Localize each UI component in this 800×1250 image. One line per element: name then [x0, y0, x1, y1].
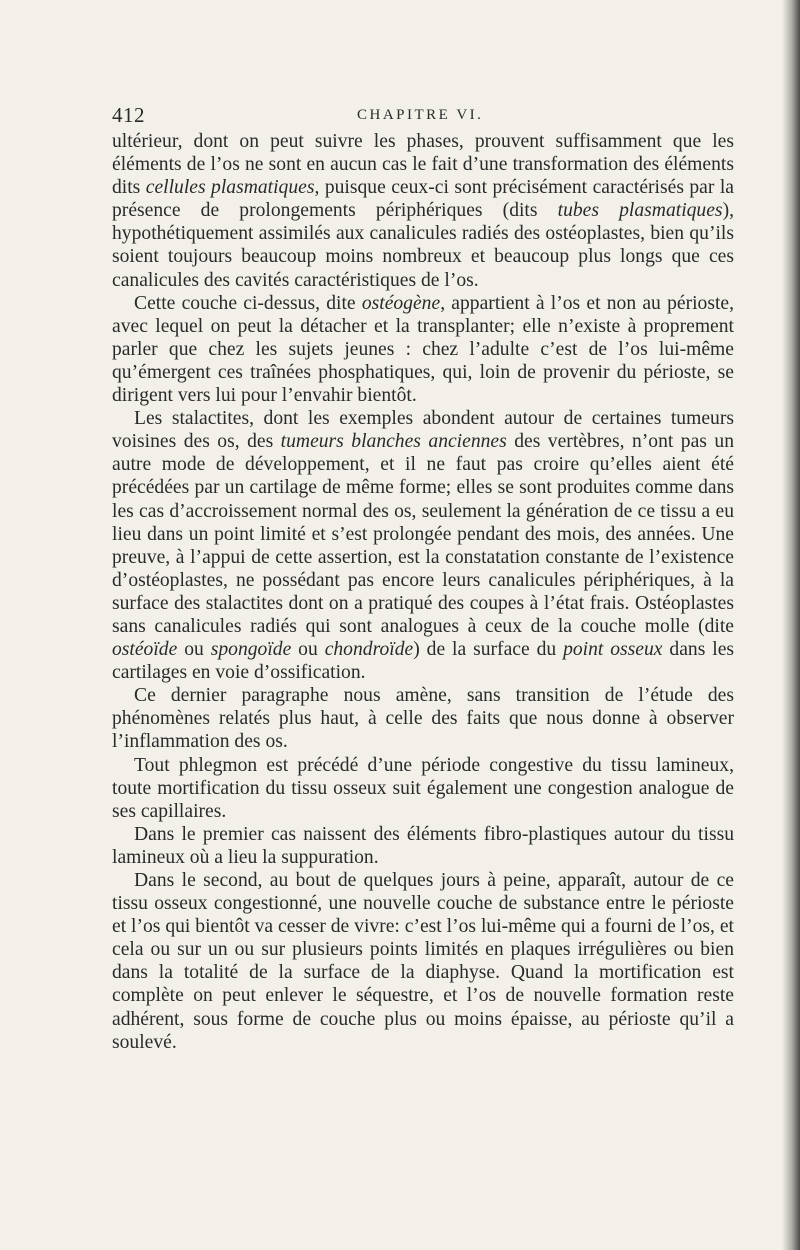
text-run: Dans le second, au bout de quelques jours à peine, apparaît, autour de ce tissu osseux congestionné, une nouvelle couche de substance entre le périoste et l’os qui bientôt va cesser de vivre: c’est l’os lui-même qui a fourni de l’os, et cela ou sur un ou sur plusieurs points limités en plaques irrégulières ou bien dans la totalité de la surface de la diaphyse. Quand la mortification est complète on peut enlever le séquestre, et l’os de nouvelle formation reste adhérent, sous forme de couche plus ou moins épaisse, au périoste qu’il a soulevé. [112, 870, 734, 1053]
text-run: ) de la surface du [413, 639, 564, 661]
italic-term: point osseux [563, 639, 663, 661]
text-run: ), hypothétiquement assimilés aux canalicules radiés des ostéoplastes, bien qu’ils soient toujours beaucoup moins nombreux et beaucoup plus longs que ces canalicules des cavités caractéristiques de l’os. [112, 200, 734, 291]
italic-term: ostéogène [361, 292, 441, 314]
italic-term: chondroïde [324, 639, 414, 661]
italic-term: tubes plasmatiques [557, 200, 723, 222]
italic-term: ostéoïde [112, 639, 178, 661]
paragraph [112, 869, 734, 1054]
paragraph [112, 407, 734, 684]
text-run: , appartient à l’os et non au périoste, avec lequel on peut la détacher et la transplanter; elle n’existe à proprement parler que chez les sujets jeunes : chez l’adulte c’est de l’os lui-même qu’émergent ces traînées phosphatiques, qui, loin de provenir du périoste, se dirigent vers lui pour l’envahir bientôt. [112, 292, 734, 407]
italic-term: cellules plasmatiques [145, 177, 315, 199]
paragraph [112, 130, 734, 292]
page-number: 412 [112, 103, 145, 127]
paragraph [112, 684, 734, 753]
paragraph [112, 754, 734, 823]
text-run: Les stalactites, dont les exemples abondent autour de certaines tumeurs voisines des os, des [112, 408, 734, 453]
text-run: ou [177, 639, 211, 661]
text-run: ou [291, 639, 325, 661]
paragraph [112, 823, 734, 869]
page-header [112, 103, 732, 133]
text-run: des vertèbres, n’ont pas un autre mode de développement, et il ne faut pas croire qu’elles aient été précédées par un cartilage de même forme; elles se sont produites comme dans les cas d’accroissement normal des os, seulement la génération de ce tissu a eu lieu dans un point limité et s’est prolongée pendant des mois, des années. Une preuve, à l’appui de cette assertion, est la constatation constante de l’existence d’ostéoplastes, ne possédant pas encore leurs canalicules périphériques, à la surface des stalactites dont on a pratiqué des coupes à l’état frais. Ostéoplastes sans canalicules radiés qui sont analogues à ceux de la couche molle (dite [112, 431, 734, 637]
italic-term: spongoïde [210, 639, 292, 661]
running-title: CHAPITRE VI. [357, 107, 484, 123]
text-run: Cette couche ci-dessus, dite [134, 292, 362, 314]
body-text [112, 130, 734, 1054]
text-run: Ce dernier paragraphe nous amène, sans transition de l’étude des phénomènes relatés plus haut, à celle des faits que nous donne à observer l’inflammation des os. [112, 685, 734, 753]
paragraph [112, 292, 734, 407]
page-edge-shadow [782, 0, 800, 1250]
text-run: Tout phlegmon est précédé d’une période congestive du tissu lamineux, toute mortification du tissu osseux suit également une congestion analogue de ses capillaires. [112, 754, 734, 822]
italic-term: tumeurs blanches anciennes [280, 431, 507, 453]
text-run: , puisque ceux-ci sont précisément caractérisés par la présence de prolongements périphériques (dits [112, 177, 735, 222]
text-run: Dans le premier cas naissent des éléments fibro-plastiques autour du tissu lamineux où a lieu la suppuration. [112, 823, 734, 868]
text-run: dans les cartilages en voie d’ossification. [112, 639, 735, 684]
text-run: ultérieur, dont on peut suivre les phases, prouvent suffisamment que les éléments de l’os ne sont en aucun cas le fait d’une transformation des éléments dits [112, 131, 734, 199]
